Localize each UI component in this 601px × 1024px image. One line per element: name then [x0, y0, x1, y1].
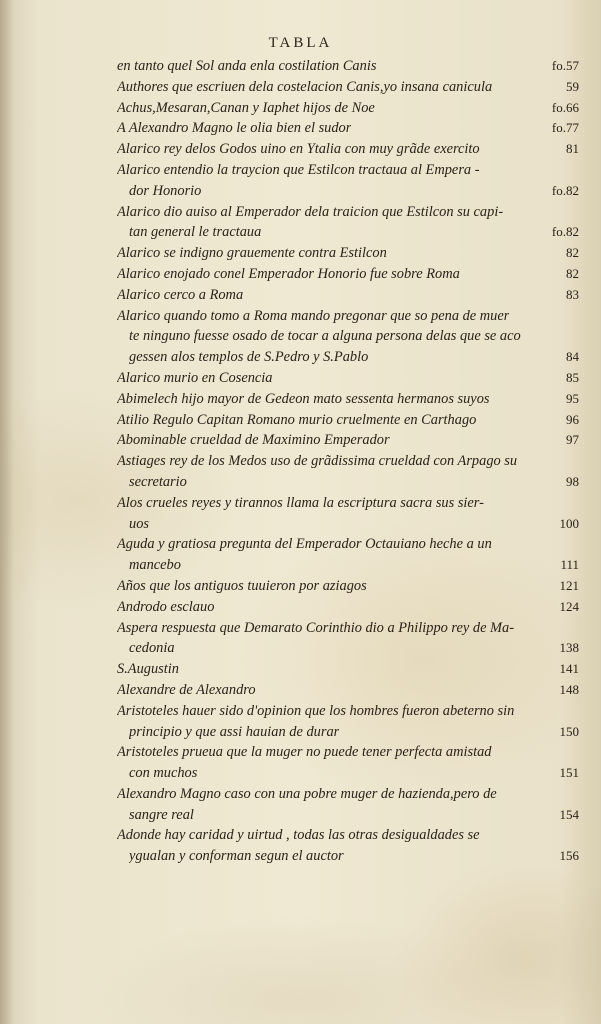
index-entry — [117, 306, 579, 368]
index-entry-text: Androdo esclauo — [117, 598, 215, 615]
index-entry-page-ref: 97 — [566, 432, 579, 448]
index-entry-text: tan general le tractaua — [129, 224, 262, 241]
index-entry — [117, 451, 579, 493]
index-entry — [117, 56, 579, 77]
index-entry — [117, 701, 579, 743]
index-entry-line — [117, 722, 579, 743]
index-entry-line — [117, 638, 579, 659]
index-entry-line — [117, 555, 579, 576]
index-entry — [117, 389, 579, 410]
index-entry-line — [117, 243, 579, 264]
index-entry-text: Authores que escriuen dela costelacion Canis,yo insana canicula — [117, 78, 493, 95]
index-entry — [117, 410, 579, 431]
index-entry-line — [117, 805, 579, 826]
index-entry-line — [117, 784, 579, 805]
index-entry-text: S.Augustin — [117, 661, 179, 678]
index-entry — [117, 77, 579, 98]
index-entry-line — [117, 680, 579, 701]
index-entry-line — [117, 430, 579, 451]
index-entry-page-ref: 148 — [559, 681, 579, 697]
index-entry-text: Aspera respuesta que Demarato Corinthio dio a Philippo rey de Ma- — [117, 619, 515, 636]
index-entry — [117, 534, 579, 576]
index-entry-page-ref: 96 — [566, 411, 579, 427]
index-entry-text: cedonia — [129, 640, 175, 657]
index-entry-line — [117, 389, 579, 410]
index-entry — [117, 742, 579, 784]
index-entry-line — [117, 56, 579, 77]
index-entry-page-ref: 95 — [566, 390, 579, 406]
index-entry-line — [117, 618, 579, 639]
index-entry-page-ref: 151 — [559, 765, 579, 781]
page-title: TABLA — [268, 35, 333, 51]
index-entry-line — [117, 98, 579, 119]
index-entry — [117, 98, 579, 119]
index-entry-text: Alarico quando tomo a Roma mando pregonar que so pena de muer — [117, 307, 510, 324]
index-entry-page-ref: 124 — [559, 598, 579, 614]
index-entry-text: uos — [129, 515, 149, 532]
index-entry — [117, 576, 579, 597]
index-list — [117, 56, 579, 867]
index-entry-line — [117, 763, 579, 784]
index-entry-text: secretario — [129, 473, 187, 490]
index-entry-page-ref: 98 — [566, 473, 579, 489]
index-entry-page-ref: 100 — [559, 515, 579, 531]
index-entry-line — [117, 451, 579, 472]
index-entry-line — [117, 160, 579, 181]
index-entry-line — [117, 597, 579, 618]
index-entry — [117, 264, 579, 285]
index-entry-text: Alarico se indigno grauemente contra Estilcon — [117, 245, 387, 262]
index-entry-text: ygualan y conforman segun el auctor — [129, 848, 344, 865]
index-entry-line — [117, 701, 579, 722]
index-entry-line — [117, 118, 579, 139]
index-entry-text: en tanto quel Sol anda enla costilation Canis — [117, 58, 377, 74]
index-entry-page-ref: 156 — [559, 848, 579, 864]
index-entry-line — [117, 139, 579, 160]
index-entry-line — [117, 306, 579, 327]
index-entry-page-ref: 154 — [559, 806, 579, 822]
page-gutter-shadow — [0, 0, 14, 1024]
index-entry — [117, 202, 579, 244]
index-entry — [117, 118, 579, 139]
index-entry-text: Alarico dio auiso al Emperador dela traicion que Estilcon su capi- — [117, 203, 504, 220]
index-entry-page-ref: 111 — [560, 557, 579, 573]
index-entry-line — [117, 514, 579, 535]
index-entry-text: Achus,Mesaran,Canan y Iaphet hijos de Noe — [117, 99, 375, 116]
index-entry-text: te ninguno fuesse osado de tocar a alguna persona delas que se aco — [129, 328, 521, 345]
index-entry-text: Alos crueles reyes y tirannos llama la escriptura sacra sus sier- — [117, 494, 484, 511]
index-entry-text: Aristoteles hauer sido d'opinion que los hombres fueron abeterno sin — [117, 702, 515, 719]
index-entry-text: Alexandre de Alexandro — [117, 681, 256, 698]
index-entry-line — [117, 472, 579, 493]
index-entry-page-ref: 82 — [566, 265, 579, 281]
index-entry — [117, 597, 579, 618]
index-entry-page-ref: fo.82 — [551, 224, 579, 240]
index-entry-text: Abominable crueldad de Maximino Emperador — [117, 432, 390, 449]
index-entry-page-ref: 81 — [566, 141, 579, 157]
index-entry — [117, 368, 579, 389]
index-entry-page-ref: fo.77 — [551, 120, 579, 136]
index-entry-line — [117, 347, 579, 368]
index-entry-text: gessen alos templos de S.Pedro y S.Pablo — [129, 349, 369, 366]
index-entry-line — [117, 77, 579, 98]
index-entry-line — [117, 825, 579, 846]
index-entry — [117, 243, 579, 264]
index-entry-line — [117, 659, 579, 680]
index-entry-text: Adonde hay caridad y uirtud , todas las otras desigualdades se — [117, 827, 480, 844]
index-entry-line — [117, 410, 579, 431]
index-entry-line — [117, 493, 579, 514]
index-entry-page-ref: 121 — [559, 577, 579, 593]
index-entry-text: principio y que assi hauian de durar — [129, 723, 340, 740]
index-entry — [117, 139, 579, 160]
index-entry-text: dor Honorio — [129, 182, 202, 199]
index-entry-page-ref: fo.82 — [551, 182, 579, 198]
index-entry — [117, 784, 579, 826]
index-entry-page-ref: 141 — [559, 661, 579, 677]
index-entry-text: Abimelech hijo mayor de Gedeon mato sessenta hermanos suyos — [117, 390, 490, 407]
index-entry — [117, 680, 579, 701]
index-entry-text: mancebo — [129, 557, 181, 574]
index-entry — [117, 659, 579, 680]
index-entry-line — [117, 222, 579, 243]
index-entry-line — [117, 181, 579, 202]
index-entry-page-ref: fo.66 — [551, 99, 579, 115]
index-entry-page-ref: 85 — [566, 369, 579, 385]
index-entry-page-ref: 59 — [566, 78, 579, 94]
index-entry-page-ref: 84 — [566, 349, 579, 365]
index-entry-text: A Alexandro Magno le olia bien el sudor — [117, 120, 352, 137]
index-entry-text: Alarico cerco a Roma — [117, 286, 244, 303]
index-entry-line — [117, 534, 579, 555]
index-entry — [117, 430, 579, 451]
index-entry — [117, 825, 579, 867]
index-entry-text: Aguda y gratiosa pregunta del Emperador Octauiano heche a un — [117, 536, 492, 553]
index-entry-line — [117, 264, 579, 285]
index-entry-text: Astiages rey de los Medos uso de grãdissima crueldad con Arpago su — [117, 453, 518, 470]
index-entry — [117, 160, 579, 202]
index-entry-text: Años que los antiguos tuuieron por aziagos — [117, 577, 367, 594]
index-entry-line — [117, 285, 579, 306]
index-entry-page-ref: fo.57 — [551, 58, 579, 73]
index-entry-text: Aristoteles prueua que la muger no puede tener perfecta amistad — [117, 744, 492, 761]
index-entry-line — [117, 202, 579, 223]
index-entry-page-ref: 82 — [566, 245, 579, 261]
index-entry — [117, 493, 579, 535]
index-entry-text: Atilio Regulo Capitan Romano murio cruelmente en Carthago — [117, 411, 477, 428]
index-entry-line — [117, 326, 579, 347]
index-entry-line — [117, 576, 579, 597]
index-entry-page-ref: 150 — [559, 723, 579, 739]
index-entry-page-ref: 83 — [566, 286, 579, 302]
index-entry-text: Alarico entendio la traycion que Estilcon tractaua al Empera - — [117, 161, 480, 178]
index-entry-text: Alexandro Magno caso con una pobre muger de hazienda,pero de — [117, 785, 497, 802]
index-entry-line — [117, 742, 579, 763]
index-entry-text: Alarico murio en Cosencia — [117, 369, 273, 386]
index-entry — [117, 285, 579, 306]
index-entry-page-ref: 138 — [559, 640, 579, 656]
index-entry-text: con muchos — [129, 765, 198, 782]
index-entry-text: sangre real — [129, 806, 194, 823]
index-entry — [117, 618, 579, 660]
index-entry-line — [117, 846, 579, 867]
index-entry-text: Alarico rey delos Godos uino en Ytalia con muy grãde exercito — [117, 141, 480, 158]
index-entry-line — [117, 368, 579, 389]
index-entry-text: Alarico enojado conel Emperador Honorio fue sobre Roma — [117, 265, 460, 282]
